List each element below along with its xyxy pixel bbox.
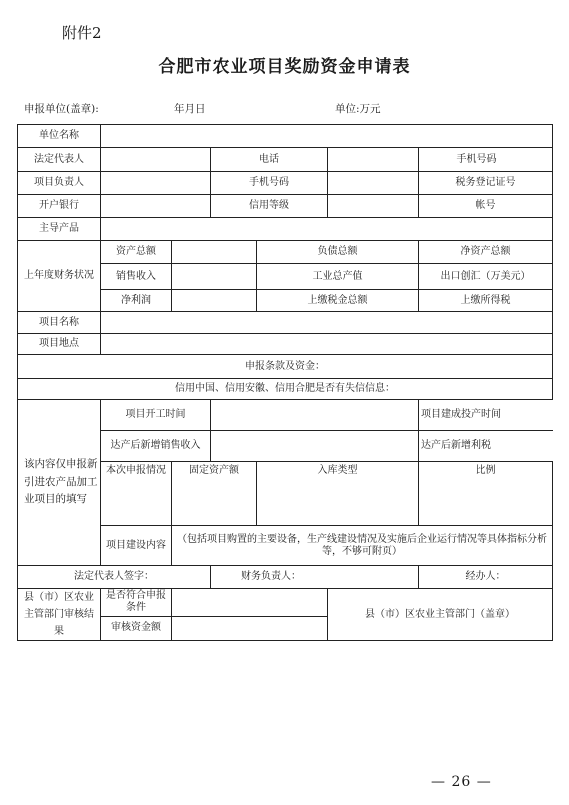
county-review-label: 县（市）区农业主管部门审核结果 xyxy=(18,589,101,641)
fixed-assets-label: 固定资产额 xyxy=(172,462,257,526)
approved-amount-label: 审核资金额 xyxy=(101,616,172,640)
company-name-field[interactable] xyxy=(101,125,553,148)
project-name-field[interactable] xyxy=(101,312,553,334)
handler-signature[interactable]: 经办人： xyxy=(419,566,553,589)
bank-field[interactable] xyxy=(101,195,211,218)
export-earnings-label: 出口创汇（万美元） xyxy=(419,264,553,290)
main-product-label: 主导产品 xyxy=(18,218,101,241)
company-name-label: 单位名称 xyxy=(18,125,101,148)
page-number: — 26 — xyxy=(431,774,492,790)
main-product-field[interactable] xyxy=(101,218,553,241)
date-label: 年月日 xyxy=(174,103,206,115)
tax-paid-label: 上缴税金总额 xyxy=(257,290,419,312)
new-sales-field[interactable] xyxy=(211,431,419,462)
meets-conditions-label: 是否符合申报条件 xyxy=(101,589,172,617)
mobile2-field[interactable] xyxy=(328,172,419,195)
applicant-label: 申报单位(盖章): xyxy=(24,103,99,115)
industrial-output-label: 工业总产值 xyxy=(257,264,419,290)
sales-revenue-label: 销售收入 xyxy=(101,264,172,290)
meets-conditions-field[interactable] xyxy=(172,589,328,617)
completion-time-label: 项目建成投产时间 xyxy=(419,400,553,431)
construction-content-label: 项目建设内容 xyxy=(101,526,172,566)
finance-head-signature[interactable]: 财务负责人： xyxy=(211,566,419,589)
sales-revenue-field[interactable] xyxy=(172,264,257,290)
credit-grade-field[interactable] xyxy=(328,195,419,218)
tax-reg-label: 税务登记证号 xyxy=(419,172,553,195)
county-dept-seal[interactable]: 县（市）区农业主管部门（盖章） xyxy=(328,589,553,641)
annex-label: 附件2 xyxy=(62,24,102,42)
mobile-label: 手机号码 xyxy=(455,148,553,172)
storage-type-label: 入库类型 xyxy=(257,462,419,526)
start-time-label: 项目开工时间 xyxy=(101,400,211,431)
legal-rep-field[interactable] xyxy=(101,148,211,172)
unit-label: 单位:万元 xyxy=(335,103,381,115)
net-profit-label: 净利润 xyxy=(101,290,172,312)
total-assets-label: 资产总额 xyxy=(101,241,172,264)
net-profit-field[interactable] xyxy=(172,290,257,312)
construction-content-note[interactable]: （包括项目购置的主要设备，生产线建设情况及实施后企业运行情况等具体指标分析等，不够可附页） xyxy=(172,526,553,566)
start-time-field[interactable] xyxy=(211,400,419,431)
phone-field[interactable] xyxy=(328,148,419,172)
legal-rep-label: 法定代表人 xyxy=(18,148,101,172)
form-title: 合肥市农业项目奖励资金申请表 xyxy=(158,57,411,77)
processing-project-label: 该内容仅申报新引进农产品加工业项目的填写 xyxy=(18,400,101,566)
credit-info-row: 信用中国、信用安徽、信用合肥是否有失信信息： xyxy=(18,379,553,400)
project-lead-label: 项目负责人 xyxy=(18,172,101,195)
project-location-field[interactable] xyxy=(101,334,553,355)
project-location-label: 项目地点 xyxy=(18,334,101,355)
legal-rep-signature[interactable]: 法定代表人签字： xyxy=(18,566,211,589)
new-profit-tax-label: 达产后新增利税 xyxy=(419,431,553,462)
conditions-header: 申报条款及资金： xyxy=(18,355,553,379)
new-sales-label: 达产后新增销售收入 xyxy=(101,431,211,462)
mobile2-label: 手机号码 xyxy=(211,172,328,195)
project-lead-field[interactable] xyxy=(101,172,211,195)
phone-label: 电话 xyxy=(211,148,328,172)
bank-label: 开户银行 xyxy=(18,195,101,218)
mobile-label-spacer xyxy=(419,148,455,172)
net-assets-label: 净资产总额 xyxy=(419,241,553,264)
approved-amount-field[interactable] xyxy=(172,616,328,640)
application-form-table xyxy=(17,124,553,641)
total-liabilities-label: 负债总额 xyxy=(257,241,419,264)
finance-status-label: 上年度财务状况 xyxy=(18,241,101,312)
account-label: 帐号 xyxy=(419,195,553,218)
project-name-label: 项目名称 xyxy=(18,312,101,334)
ratio-label: 比例 xyxy=(419,462,553,526)
credit-grade-label: 信用等级 xyxy=(211,195,328,218)
income-tax-label: 上缴所得税 xyxy=(419,290,553,312)
this-application-label: 本次申报情况 xyxy=(101,462,172,526)
total-assets-field[interactable] xyxy=(172,241,257,264)
